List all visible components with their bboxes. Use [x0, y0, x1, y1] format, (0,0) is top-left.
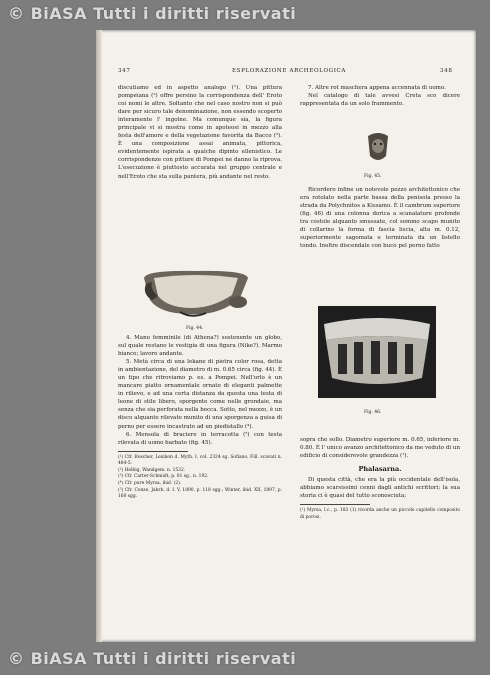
- page-number-right: 348: [440, 68, 453, 74]
- left-paragraph: discutiamo ed in aspetto analogo (¹). Una pittura pompeiana (²) offre persino la corrispondenza dell' Eroto coi nomi le altre. Soltanto che nel caso nostro non si può dare per sicuro tale denominazione, non essendo scoperto interamente l' ingolne. Ma comunque sia, la figura principale vi si mostra come in apoteosi in mezzo alla festa dell'amore e della vegetazione favorita da Bacco (³). È una composizione assai animata, pittorica, evidentemente ispirata a qualche dipinto ellenistico. Le corrispondenze con pitture di Pompei ne danno la riprova. L'esecuzione è piuttosto accurata nel gruppo centrale e nell'Eroto che sta sulla pantera, più andante nel resto.: [118, 85, 282, 180]
- phalasarna-paragraph: Di questa città, che era la più occidentale dell'isola, abbiamo scarsissimi cenni dagli antichi scrittori; la sua storia ci è quasi del tutto sconosciuta;: [300, 477, 460, 500]
- footnote-5: (⁵) Cfr. Conze, Jahrb. d. I. V, 1890, p. 118 sgg.; Winter, ibid. XII, 1897, p. 160 sgg.: [118, 487, 282, 500]
- page-number-left: 347: [118, 68, 131, 74]
- figure-45-bracket: [364, 130, 392, 164]
- figure-46-column-capital: [318, 306, 436, 398]
- right-footnote-divider: [300, 504, 370, 505]
- watermark-bottom: © BiASA Tutti i diritti riservati: [8, 649, 297, 668]
- item-5: 5. Metà circa di una lekane di pietra color rosa, detta in ambientazione, del diametro di m. 0.65 circa (fig. 44). È un tipo che ritroviamo p. es. a Pompei. Nell'orlo è un mancare piatto ornamentale ornato di eleganti palmette in rilievo, e ad una certa distanza da questa una testa di leone di stile libero, sporgente come nelle grondaie, ma senza che sia perforata nella bocca. Sotto, nel mezzo, è un disco alquanto rilevato munito di una sporgenza a guisa di perno per essere incastrato ad un piedistallo (⁴).: [118, 359, 282, 430]
- footnote-1: (¹) Cfr. Roscher, Lexikon d. Myth. I, col. 2324 sg. Sofiano, Fill. scavati n. 484-5.: [118, 454, 282, 467]
- figure-45-caption: Fig. 45.: [364, 174, 382, 179]
- running-title: ESPLORAZIONE ARCHEOLOGICA: [232, 68, 347, 74]
- figure-44-lekane: [140, 268, 252, 320]
- left-column-bottom: [118, 334, 282, 501]
- architecture-paragraph: Ricordero infine un notevole pezzo architettonico che era rotolato nella parte bassa della penisola presso la strada da Polychnitos a Kissamo. È il cambrum superiore (fig. 46) di una colonna dorica a scanalature profonde tra costole alquanto smussate, col sommo scapo munito di collarino la forma di fascia liscia, alta m. 0.12, superiormente sagomata e terminata da un listello tondo. Inoltre discendale con buco pel perno fatto: [300, 187, 460, 250]
- section-title-phalasarna: Phalasarna.: [358, 465, 402, 474]
- watermark-top: © BiASA Tutti i diritti riservati: [8, 4, 297, 23]
- figure-44-caption: Fig. 44.: [186, 326, 204, 331]
- left-column-top: [118, 84, 282, 181]
- footnote-3: (³) Cfr. Carter-Schmidt, p. 81 sg., n. 192.: [118, 474, 209, 480]
- item-4: 4. Mano femminile (di Athena?) sostenente un globo, sul quale restano le vestigia di una figura (Nike?). Marmo bianco; lavoro andante.: [118, 335, 282, 358]
- footnote-divider: [118, 451, 188, 452]
- item-7: 7. Altre rot maschera appena accennata di uomo.: [308, 85, 446, 91]
- right-column-middle: [300, 186, 460, 250]
- item-6: 6. Mensola di braciere in terracotta (⁵) con testa rilevata di uomo barbato (fig. 45).: [118, 431, 282, 446]
- right-footnote-1: (¹) Myrsa, l.c., p. 183 (1) ricorda anche un piccolo capitello composito di porosi.: [300, 508, 460, 520]
- catalog-note: Nel catalogo di tale avvesi Creta sco dicere rappresentata da un solo frammento.: [300, 93, 460, 108]
- measurement-paragraph: sopra che sollo. Diametro superiore m. 0.65, inferiore m. 0.80. È l' unico avanzo architettonico da me veduto di un edificio di considerevole grandezza (¹).: [300, 437, 460, 460]
- figure-46-caption: Fig. 46.: [364, 410, 382, 415]
- footnote-4: (⁴) Cfr. pure Myrsa, ibid. (2).: [118, 481, 182, 487]
- footnote-2: (²) Helbig, Wandgem. n. 1532.: [118, 467, 186, 473]
- right-column-bottom: [300, 436, 460, 522]
- right-column-top: [300, 84, 460, 108]
- page-binding-shadow: [96, 30, 102, 642]
